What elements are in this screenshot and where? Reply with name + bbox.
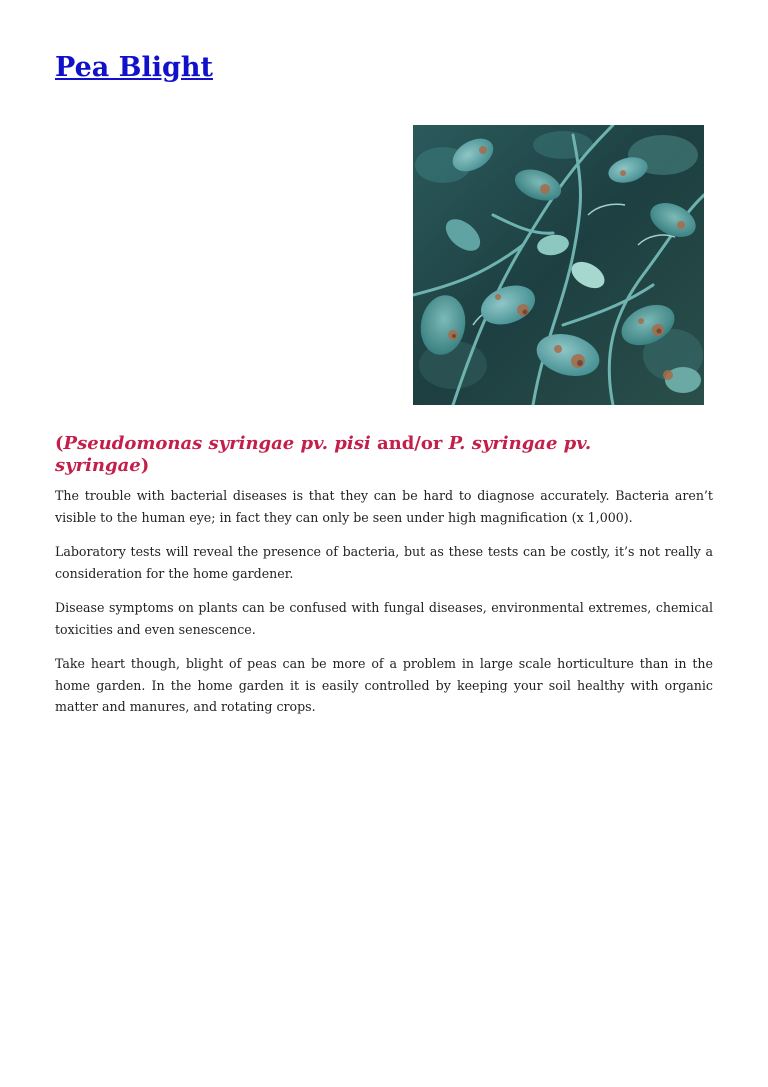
article-body: [55, 485, 713, 731]
subtitle-open-paren: (: [55, 433, 64, 454]
pathogen-species-1: Pseudomonas syringae pv. pisi: [63, 433, 371, 454]
page-title[interactable]: Pea Blight: [55, 52, 213, 83]
paragraph: The trouble with bacterial diseases is that they can be hard to diagnose accurately. Bacteria aren’t visible to the human eye; in fact they can only be seen under high magnification (x 1,000).: [55, 488, 713, 525]
subtitle-connector: and/or: [370, 433, 449, 454]
pathogen-subtitle: [55, 433, 675, 477]
paragraph: Disease symptoms on plants can be confused with fungal diseases, environmental extremes, chemical toxicities and even senescence.: [55, 600, 713, 637]
pea-blight-photo: [413, 125, 704, 405]
paragraph: Take heart though, blight of peas can be more of a problem in large scale horticulture than in the home garden. In the home garden it is easily controlled by keeping your soil healthy with organic matter and manures, and rotating crops.: [55, 656, 713, 714]
pathogen-species-2: P. syringae pv. syringae: [55, 433, 592, 476]
pea-plant-illustration: [413, 125, 704, 405]
paragraph: Laboratory tests will reveal the presence of bacteria, but as these tests can be costly, it’s not really a consideration for the home gardener.: [55, 544, 713, 581]
subtitle-close-paren: ): [140, 455, 150, 476]
